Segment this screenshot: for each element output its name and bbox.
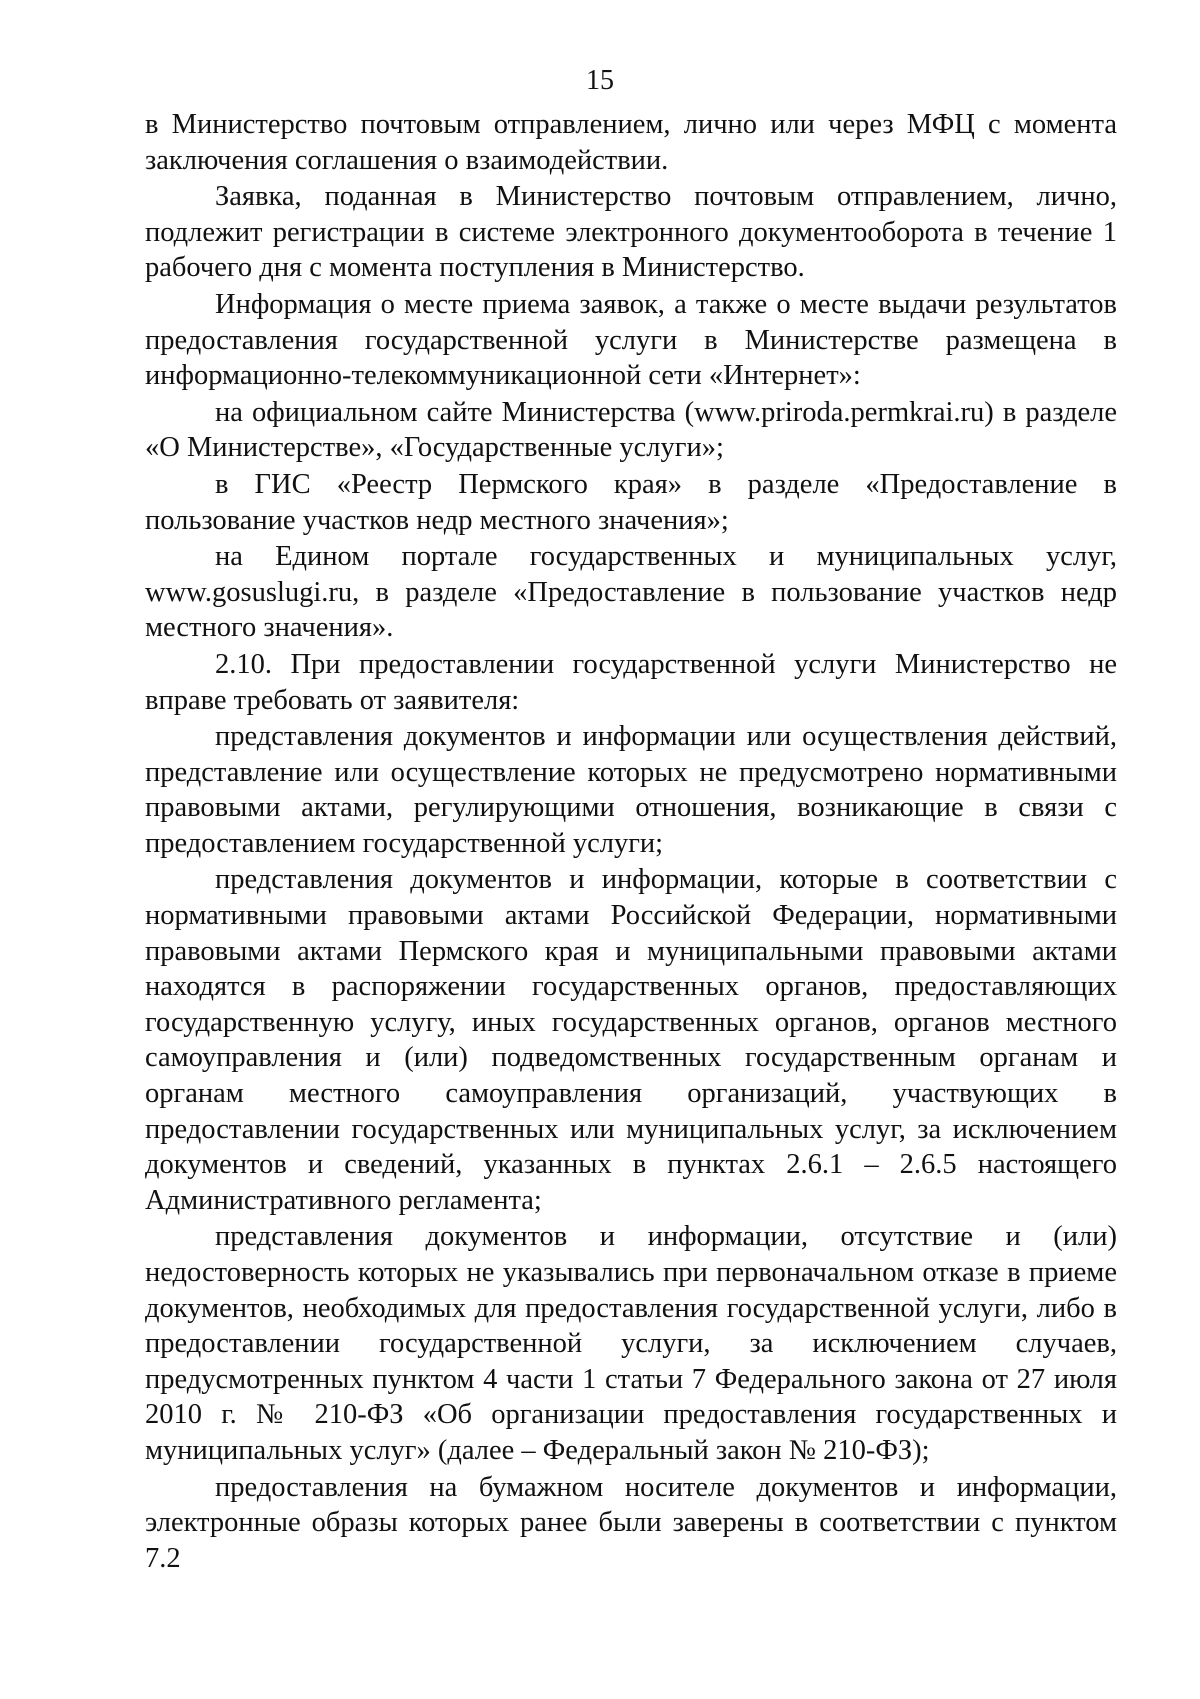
- paragraph: представления документов и информации или осуществления действий, представление или осуществление которых не предусмотрено нормативными правовыми актами, регулирующими отношения, возникающие в связи с предоставлением государственной услуги;: [145, 721, 1117, 859]
- paragraph: 2.10. При предоставлении государственной услуги Министерство не вправе требовать от заявителя:: [145, 648, 1117, 716]
- page-number: 15: [586, 65, 614, 96]
- paragraph: в Министерство почтовым отправлением, лично или через МФЦ с момента заключения соглашения о взаимодействии.: [145, 109, 1117, 176]
- paragraph: представления документов и информации, которые в соответствии с нормативными правовыми актами Российской Федерации, нормативными правовыми актами Пермского края и муниципальными правовыми актами находятся в распоряжении государственных органов, предоставляющих государственную услугу, иных государственных органов, органов местного самоуправления и (или) подведомственных государственным органам и органам местного самоуправления организаций, участвующих в предоставлении государственных или муниципальных услуг, за исключением документов и сведений, указанных в пунктах 2.6.1 – 2.6.5 настоящего Административного регламента;: [145, 864, 1117, 1216]
- paragraph: предоставления на бумажном носителе документов и информации, электронные образы которых ранее были заверены в соответствии с пунктом 7.2: [145, 1471, 1117, 1574]
- paragraph: в ГИС «Реестр Пермского края» в разделе «Предоставление в пользование участков недр местного значения»;: [145, 468, 1117, 536]
- paragraph: на Едином портале государственных и муниципальных услуг, www.gosuslugi.ru, в разделе «Предоставление в пользование участков недр местного значения».: [145, 541, 1117, 644]
- paragraph: Информация о месте приема заявок, а также о месте выдачи результатов предоставления государственной услуги в Министерстве размещена в информационно-телекоммуникационной сети «Интернет»:: [145, 288, 1117, 392]
- paragraph: на официальном сайте Министерства (www.priroda.permkrai.ru) в разделе «О Министерстве», «Государственные услуги»;: [145, 396, 1117, 464]
- document-body: [145, 107, 1117, 1577]
- paragraph: представления документов и информации, отсутствие и (или) недостоверность которых не указывались при первоначальном отказе в приеме документов, необходимых для предоставления государственной услуги, либо в предоставлении государственной услуги, за исключением случаев, предусмотренных пунктом 4 части 1 статьи 7 Федерального закона от 27 июля 2010 г. № 210-ФЗ «Об организации предоставления государственных и муниципальных услуг» (далее – Федеральный закон № 210-ФЗ);: [145, 1221, 1117, 1466]
- paragraph: Заявка, поданная в Министерство почтовым отправлением, лично, подлежит регистрации в системе электронного документооборота в течение 1 рабочего дня с момента поступления в Министерство.: [145, 181, 1117, 284]
